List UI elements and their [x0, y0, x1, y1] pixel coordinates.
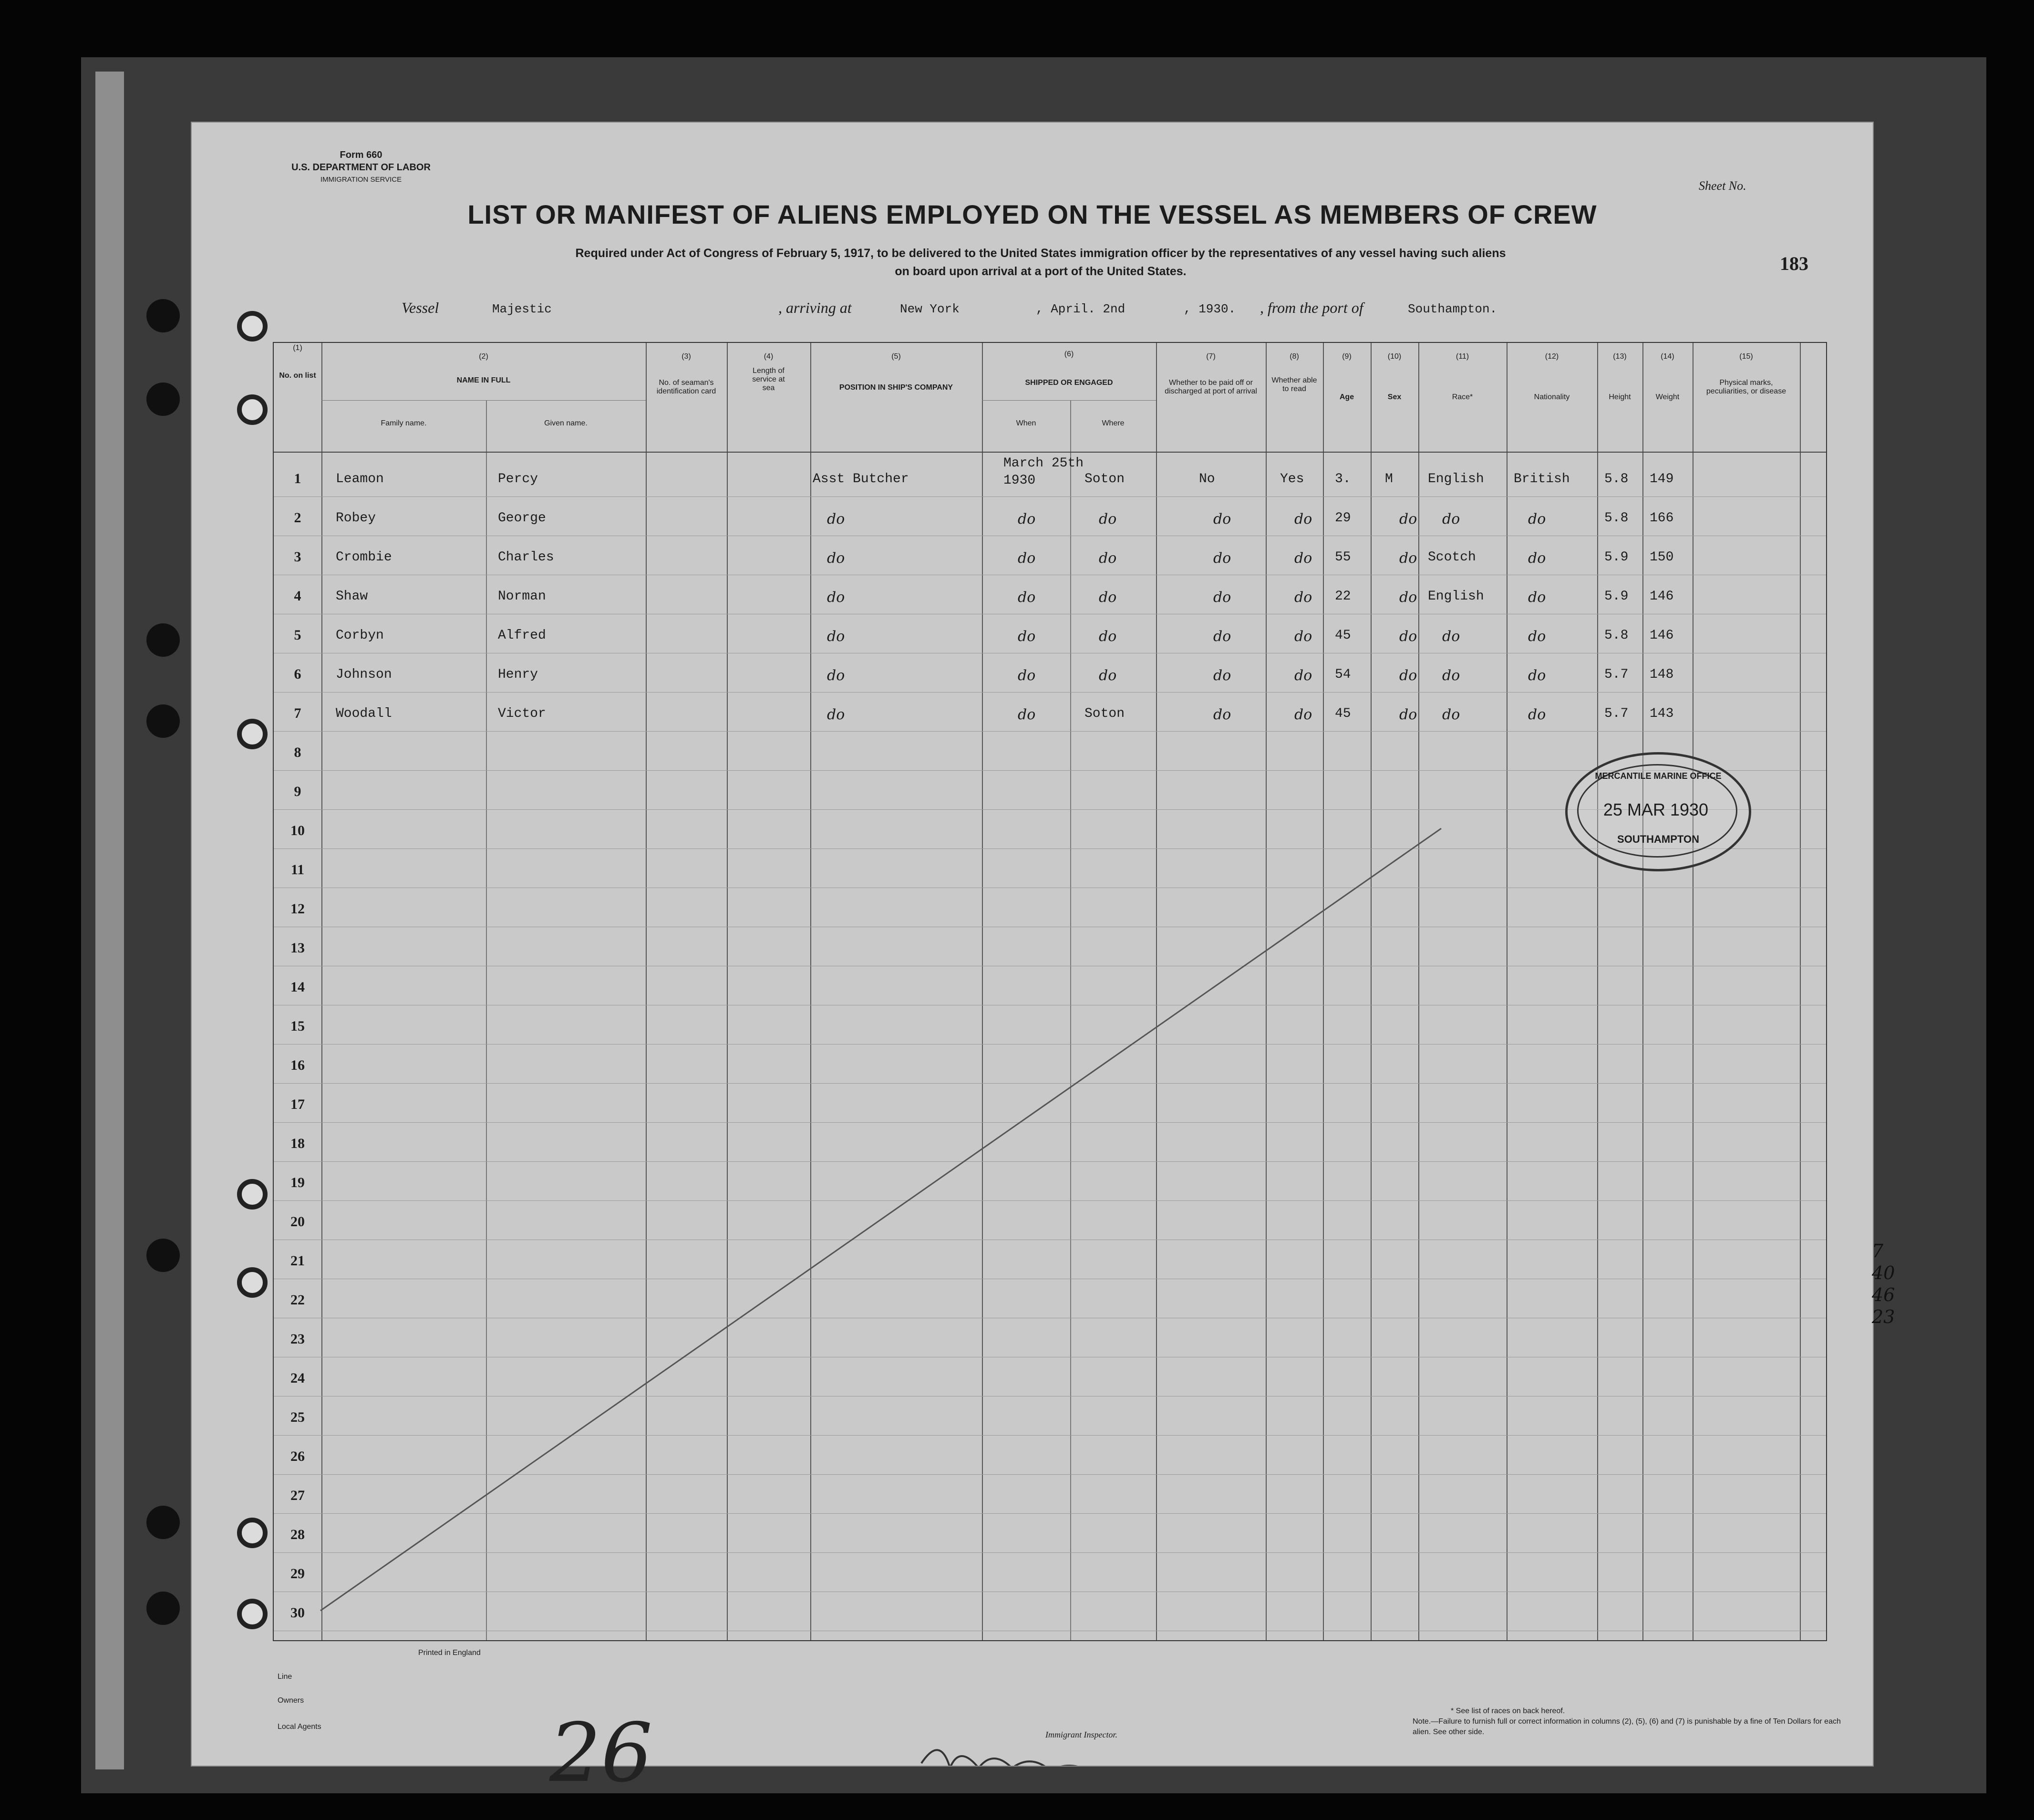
punch-hole	[146, 1592, 180, 1625]
row-number: 12	[290, 901, 305, 917]
col11-number: (11)	[1456, 352, 1469, 361]
col5-number: (5)	[891, 352, 901, 361]
crew-read: do	[1294, 550, 1312, 567]
crew-weight: 166	[1650, 511, 1674, 526]
col9-header: Age	[1339, 393, 1354, 401]
crew-position: do	[827, 706, 845, 723]
crew-age: 45	[1335, 628, 1351, 643]
crew-family: Crombie	[336, 550, 392, 565]
crew-paid: do	[1213, 589, 1231, 606]
crew-family: Leamon	[336, 472, 384, 486]
crew-weight: 148	[1650, 667, 1674, 682]
crew-sex: do	[1399, 628, 1417, 645]
row-number: 17	[290, 1096, 305, 1112]
crew-age: 45	[1335, 706, 1351, 721]
crew-weight: 150	[1650, 550, 1674, 565]
col13-header: Height	[1609, 393, 1631, 401]
crew-race: Scotch	[1428, 550, 1476, 565]
crew-where: do	[1099, 667, 1117, 684]
crew-position: do	[827, 589, 845, 606]
row-number: 9	[294, 784, 301, 799]
crew-height: 5.9	[1604, 589, 1629, 604]
col15-number: (15)	[1739, 352, 1753, 361]
arrival-year: , 1930.	[1184, 302, 1236, 316]
race-footnote: * See list of races on back hereof.	[1451, 1707, 1565, 1715]
col8-number: (8)	[1290, 352, 1299, 361]
subtitle-line-2: on board upon arrival at a port of the United States.	[895, 265, 1187, 278]
row-number: 6	[294, 666, 301, 682]
col6-header: SHIPPED OR ENGAGED	[1025, 379, 1113, 387]
crew-weight: 146	[1650, 589, 1674, 604]
fine-note: Note.—Failure to furnish full or correct information in columns (2), (5), (6) and (7) is punishable by a fine of Ten Dollars for each alien. See other side.	[1413, 1717, 1841, 1736]
row-number: 21	[290, 1253, 305, 1269]
form-number: Form 660	[340, 150, 382, 160]
from-port-label: , from the port of	[1260, 299, 1363, 316]
crew-age: 22	[1335, 589, 1351, 604]
cancel-line	[320, 828, 1441, 1611]
punch-hole	[146, 383, 180, 416]
crew-where: Soton	[1084, 472, 1125, 486]
row-number: 10	[290, 823, 305, 838]
crew-family: Shaw	[336, 589, 368, 604]
crew-race: English	[1428, 589, 1484, 604]
binder-edge	[95, 72, 124, 1769]
col14-header: Weight	[1655, 393, 1680, 401]
stamp-bottom-text: SOUTHAMPTON	[1617, 833, 1699, 845]
row-number: 18	[290, 1136, 305, 1151]
crew-read: do	[1294, 628, 1312, 645]
row-number: 25	[290, 1409, 305, 1425]
col10-header: Sex	[1387, 393, 1402, 401]
crew-given: Victor	[498, 706, 546, 721]
crew-sex: do	[1399, 511, 1417, 527]
col12-header: Nationality	[1534, 393, 1570, 401]
margin-note: 23	[1872, 1306, 1895, 1327]
row-number: 15	[290, 1018, 305, 1034]
crew-family: Johnson	[336, 667, 392, 682]
crew-sex: do	[1399, 589, 1417, 606]
form-department: U.S. DEPARTMENT OF LABOR	[291, 162, 431, 173]
crew-when: do	[1018, 628, 1036, 645]
row-number: 8	[294, 745, 301, 760]
crew-family: Woodall	[336, 706, 392, 721]
crew-given: Percy	[498, 472, 538, 486]
col10-number: (10)	[1387, 352, 1402, 361]
row-number: 20	[290, 1214, 305, 1230]
vessel-label: Vessel	[402, 299, 439, 316]
page-number: 183	[1780, 253, 1808, 274]
crew-sex: M	[1385, 472, 1393, 486]
crew-paid: do	[1213, 511, 1231, 527]
crew-age: 29	[1335, 511, 1351, 526]
handwriting-layer	[192, 123, 1873, 1766]
row-number: 7	[294, 705, 301, 721]
crew-height: 5.8	[1604, 472, 1629, 486]
crew-nationality: do	[1528, 550, 1546, 567]
crew-race: do	[1442, 667, 1460, 684]
crew-height: 5.7	[1604, 667, 1629, 682]
col11-header: Race*	[1452, 393, 1473, 401]
crew-weight: 146	[1650, 628, 1674, 643]
crew-height: 5.9	[1604, 550, 1629, 565]
row-number: 26	[290, 1448, 305, 1464]
col14-number: (14)	[1661, 352, 1674, 361]
col12-number: (12)	[1545, 352, 1559, 361]
manifest-sheet	[191, 122, 1874, 1800]
col8-header: Whether able to read	[1271, 376, 1317, 393]
col1-header: No. on list	[279, 372, 316, 380]
row-number: 1	[294, 471, 301, 486]
crew-position: do	[827, 550, 845, 567]
punch-hole	[146, 1506, 180, 1539]
crew-when: do	[1018, 511, 1036, 527]
crew-when: do	[1018, 706, 1036, 723]
col6b-header: Where	[1102, 419, 1125, 427]
crew-read: do	[1294, 667, 1312, 684]
margin-note: 46	[1872, 1284, 1895, 1305]
crew-position: Asst Butcher	[813, 472, 909, 486]
crew-age: 55	[1335, 550, 1351, 565]
row-number: 23	[290, 1331, 305, 1347]
col6-number: (6)	[1064, 350, 1074, 358]
col5-header: POSITION IN SHIP'S COMPANY	[839, 383, 953, 392]
crew-age: 3.	[1335, 472, 1351, 486]
form-service: IMMIGRATION SERVICE	[320, 176, 402, 184]
row-number: 28	[290, 1527, 305, 1542]
subtitle-line-1: Required under Act of Congress of February 5, 1917, to be delivered to the United States immigration officer by the representatives of any vessel having such aliens	[575, 247, 1506, 260]
col3-number: (3)	[681, 352, 691, 361]
document-title: LIST OR MANIFEST OF ALIENS EMPLOYED ON THE VESSEL AS MEMBERS OF CREW	[467, 199, 1597, 229]
col13-number: (13)	[1613, 352, 1627, 361]
crew-nationality: do	[1528, 511, 1546, 527]
col2-number: (2)	[479, 352, 488, 361]
footnotes	[1413, 1706, 1842, 1737]
punch-hole	[146, 704, 180, 738]
row-number: 29	[290, 1566, 305, 1582]
col3-header: No. of seaman's identification card	[656, 379, 716, 395]
vessel-name: Majestic	[492, 302, 552, 316]
crew-read: do	[1294, 706, 1312, 723]
crew-weight: 149	[1650, 472, 1674, 486]
crew-read: do	[1294, 589, 1312, 606]
crew-height: 5.7	[1604, 706, 1629, 721]
crew-sex: do	[1399, 667, 1417, 684]
row-number: 14	[290, 979, 305, 995]
handwritten-count: 26	[549, 1706, 653, 1800]
crew-paid: do	[1213, 550, 1231, 567]
mercantile-marine-stamp	[1565, 752, 1751, 871]
crew-race: do	[1442, 628, 1460, 645]
arriving-label: , arriving at	[778, 299, 852, 316]
row-number: 27	[290, 1488, 305, 1503]
inspector-signature	[921, 1750, 1146, 1766]
row-number: 3	[294, 549, 301, 565]
crew-position: do	[827, 667, 845, 684]
crew-race: do	[1442, 511, 1460, 527]
col2-header: NAME IN FULL	[456, 376, 511, 384]
margin-note: 40	[1872, 1262, 1895, 1283]
crew-position: do	[827, 628, 845, 645]
row-number: 4	[294, 588, 301, 604]
row-number: 13	[290, 940, 305, 956]
crew-height: 5.8	[1604, 628, 1629, 643]
crew-paid: No	[1199, 472, 1215, 486]
crew-given: Alfred	[498, 628, 546, 643]
arrival-date: , April. 2nd	[1036, 302, 1125, 316]
margin-note: 7	[1872, 1241, 1884, 1262]
row-number: 30	[290, 1605, 305, 1621]
col15-header: Physical marks, peculiarities, or disease	[1706, 379, 1786, 395]
col4-number: (4)	[764, 352, 774, 361]
crew-given: Henry	[498, 667, 538, 682]
departure-port: Southampton.	[1408, 302, 1497, 316]
col7-header: Whether to be paid off or discharged at port of arrival	[1165, 379, 1257, 395]
crew-where: Soton	[1084, 706, 1125, 721]
crew-given: Charles	[498, 550, 554, 565]
crew-paid: do	[1213, 706, 1231, 723]
crew-race: English	[1428, 472, 1484, 486]
owners-label: Owners	[278, 1696, 304, 1705]
crew-when: March 25th 1930	[1003, 456, 1084, 488]
crew-read: Yes	[1280, 472, 1304, 486]
row-number: 11	[290, 862, 305, 878]
crew-weight: 143	[1650, 706, 1674, 721]
crew-age: 54	[1335, 667, 1351, 682]
sheet-number-label: Sheet No.	[1699, 179, 1746, 193]
crew-nationality: do	[1528, 706, 1546, 723]
crew-paid: do	[1213, 628, 1231, 645]
line-label: Line	[278, 1673, 292, 1681]
immigrant-inspector-label: Immigrant Inspector.	[1045, 1730, 1117, 1739]
crew-nationality: do	[1528, 628, 1546, 645]
crew-given: Norman	[498, 589, 546, 604]
col2b-header: Given name.	[544, 419, 588, 427]
arrival-port: New York	[900, 302, 960, 316]
punch-hole	[146, 299, 180, 332]
crew-when: do	[1018, 667, 1036, 684]
crew-where: do	[1099, 511, 1117, 527]
row-number: 24	[290, 1370, 305, 1386]
crew-read: do	[1294, 511, 1312, 527]
col4-header: Length of service at sea	[752, 367, 785, 392]
row-number: 2	[294, 510, 301, 526]
stamp-top-text: MERCANTILE MARINE OFFICE	[1595, 771, 1722, 781]
crew-height: 5.8	[1604, 511, 1629, 526]
crew-race: do	[1442, 706, 1460, 723]
crew-nationality: British	[1514, 472, 1570, 486]
row-number: 22	[290, 1292, 305, 1308]
crew-nationality: do	[1528, 667, 1546, 684]
crew-paid: do	[1213, 667, 1231, 684]
col6a-header: When	[1016, 419, 1036, 427]
margin-tally	[1872, 1240, 1895, 1328]
punch-hole	[146, 623, 180, 657]
crew-where: do	[1099, 550, 1117, 567]
crew-given: George	[498, 511, 546, 526]
row-number: 16	[290, 1057, 305, 1073]
stamp-date: 25 MAR 1930	[1603, 800, 1709, 819]
col9-number: (9)	[1342, 352, 1352, 361]
crew-sex: do	[1399, 550, 1417, 567]
row-number: 19	[290, 1175, 305, 1190]
crew-when: do	[1018, 589, 1036, 606]
crew-when: do	[1018, 550, 1036, 567]
crew-where: do	[1099, 589, 1117, 606]
col1-number: (1)	[293, 344, 302, 352]
crew-family: Corbyn	[336, 628, 384, 643]
row-number: 5	[294, 627, 301, 643]
crew-family: Robey	[336, 511, 376, 526]
crew-nationality: do	[1528, 589, 1546, 606]
punch-hole	[146, 1239, 180, 1272]
crew-where: do	[1099, 628, 1117, 645]
printed-in-england: Printed in England	[418, 1649, 481, 1657]
col2a-header: Family name.	[381, 419, 427, 427]
crew-sex: do	[1399, 706, 1417, 723]
col7-number: (7)	[1206, 352, 1216, 361]
crew-position: do	[827, 511, 845, 527]
local-agents-label: Local Agents	[278, 1723, 321, 1731]
